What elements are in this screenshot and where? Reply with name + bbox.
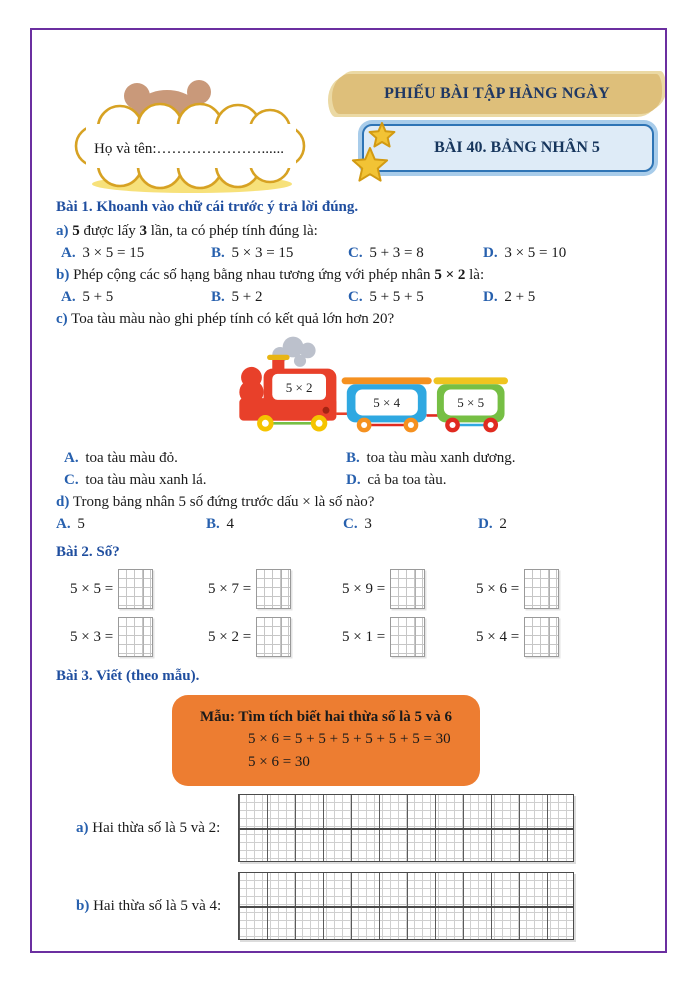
train-car1-label: 5 × 4 [373,394,401,410]
bai2-item: 5 × 5 = [70,567,200,611]
answer-grid-box[interactable] [524,617,559,657]
answer-grid-box[interactable] [390,569,425,609]
options-1a [56,242,641,264]
answer-grid-box[interactable] [118,569,153,609]
option-1d-C[interactable]: C. 3 [343,516,372,532]
option-1a-B[interactable]: B. 5 × 3 = 15 [211,245,294,261]
bai3-question-b: b) Hai thừa số là 5 và 4: [56,872,641,940]
options-1b [56,286,641,308]
bai2-item: 5 × 7 = [208,567,334,611]
option-1b-D[interactable]: D. 2 + 5 [483,289,536,305]
question-1a: a) 5 được lấy 3 lần, ta có phép tính đúng là: [56,223,318,239]
name-field-group [72,38,322,188]
section-3-title: Bài 3. Viết (theo mẫu). [56,668,200,684]
option-1c-B[interactable]: B. toa tàu màu xanh dương. [346,450,516,466]
train-illustration [196,334,508,443]
bai3-question-a: a) Hai thừa số là 5 và 2: [56,794,641,862]
option-1b-C[interactable]: C. 5 + 5 + 5 [348,289,424,305]
option-1c-A[interactable]: A. toa tàu màu đỏ. [64,450,178,466]
sample-box [172,695,480,786]
answer-grid-box[interactable] [256,569,291,609]
option-1a-A[interactable]: A. 3 × 5 = 15 [61,245,145,261]
worksheet-title: PHIẾU BÀI TẬP HÀNG NGÀY [384,85,610,102]
option-1b-B[interactable]: B. 5 + 2 [211,289,263,305]
bai2-row2 [70,615,641,659]
lesson-title: BÀI 40. BẢNG NHÂN 5 [434,139,600,156]
answer-grid-box[interactable] [256,617,291,657]
question-1c: c) Toa tàu màu nào ghi phép tính có kết quả lớn hơn 20? [56,311,395,327]
writing-grid-b[interactable] [238,872,574,940]
answer-grid-box[interactable] [390,617,425,657]
option-1a-C[interactable]: C. 5 + 3 = 8 [348,245,424,261]
train-car2-label: 5 × 5 [457,394,485,410]
section-2-title: Bài 2. Số? [56,544,120,560]
bai2-item: 5 × 9 = [342,567,468,611]
sample-title: Mẫu: Tìm tích biết hai thừa số là 5 và 6 [199,709,453,725]
bai2-item: 5 × 2 = [208,615,334,659]
lesson-title-box [362,124,654,172]
name-cloud-box [72,96,312,196]
star-icon [350,118,402,184]
options-1c-row1 [56,447,641,469]
bai2-item: 5 × 6 = [476,567,596,611]
grid-midline [239,828,573,830]
writing-grid-a[interactable] [238,794,574,862]
bai2-item: 5 × 1 = [342,615,468,659]
train-engine-label: 5 × 2 [285,380,313,396]
header [32,30,665,190]
worksheet-title-banner [332,74,662,114]
question-1d: d) Trong bảng nhân 5 số đứng trước dấu × là số nào? [56,494,375,510]
name-field-label[interactable]: Họ và tên:…………………...... [94,141,284,157]
option-1c-D[interactable]: D. cả ba toa tàu. [346,472,447,488]
options-1d [56,513,641,535]
option-1d-D[interactable]: D. 2 [478,516,507,532]
bai2-item: 5 × 3 = [70,615,200,659]
worksheet-page [30,28,667,953]
option-1a-D[interactable]: D. 3 × 5 = 10 [483,245,567,261]
option-1b-A[interactable]: A. 5 + 5 [61,289,114,305]
answer-grid-box[interactable] [118,617,153,657]
grid-midline [239,906,573,908]
option-1c-C[interactable]: C. toa tàu màu xanh lá. [64,472,207,488]
section-1-title: Bài 1. Khoanh vào chữ cái trước ý trả lời đúng. [56,199,359,215]
option-1d-B[interactable]: B. 4 [206,516,235,532]
answer-grid-box[interactable] [524,569,559,609]
option-1d-A[interactable]: A. 5 [56,516,85,532]
sample-line-1: 5 × 6 = 5 + 5 + 5 + 5 + 5 + 5 = 30 [248,731,451,747]
options-1c-row2 [56,469,641,491]
bai2-row1 [70,567,641,611]
bai2-item: 5 × 4 = [476,615,596,659]
sample-line-2: 5 × 6 = 30 [248,754,310,770]
question-1b: b) Phép cộng các số hạng bằng nhau tương ứng với phép nhân 5 × 2 là: [56,267,485,283]
